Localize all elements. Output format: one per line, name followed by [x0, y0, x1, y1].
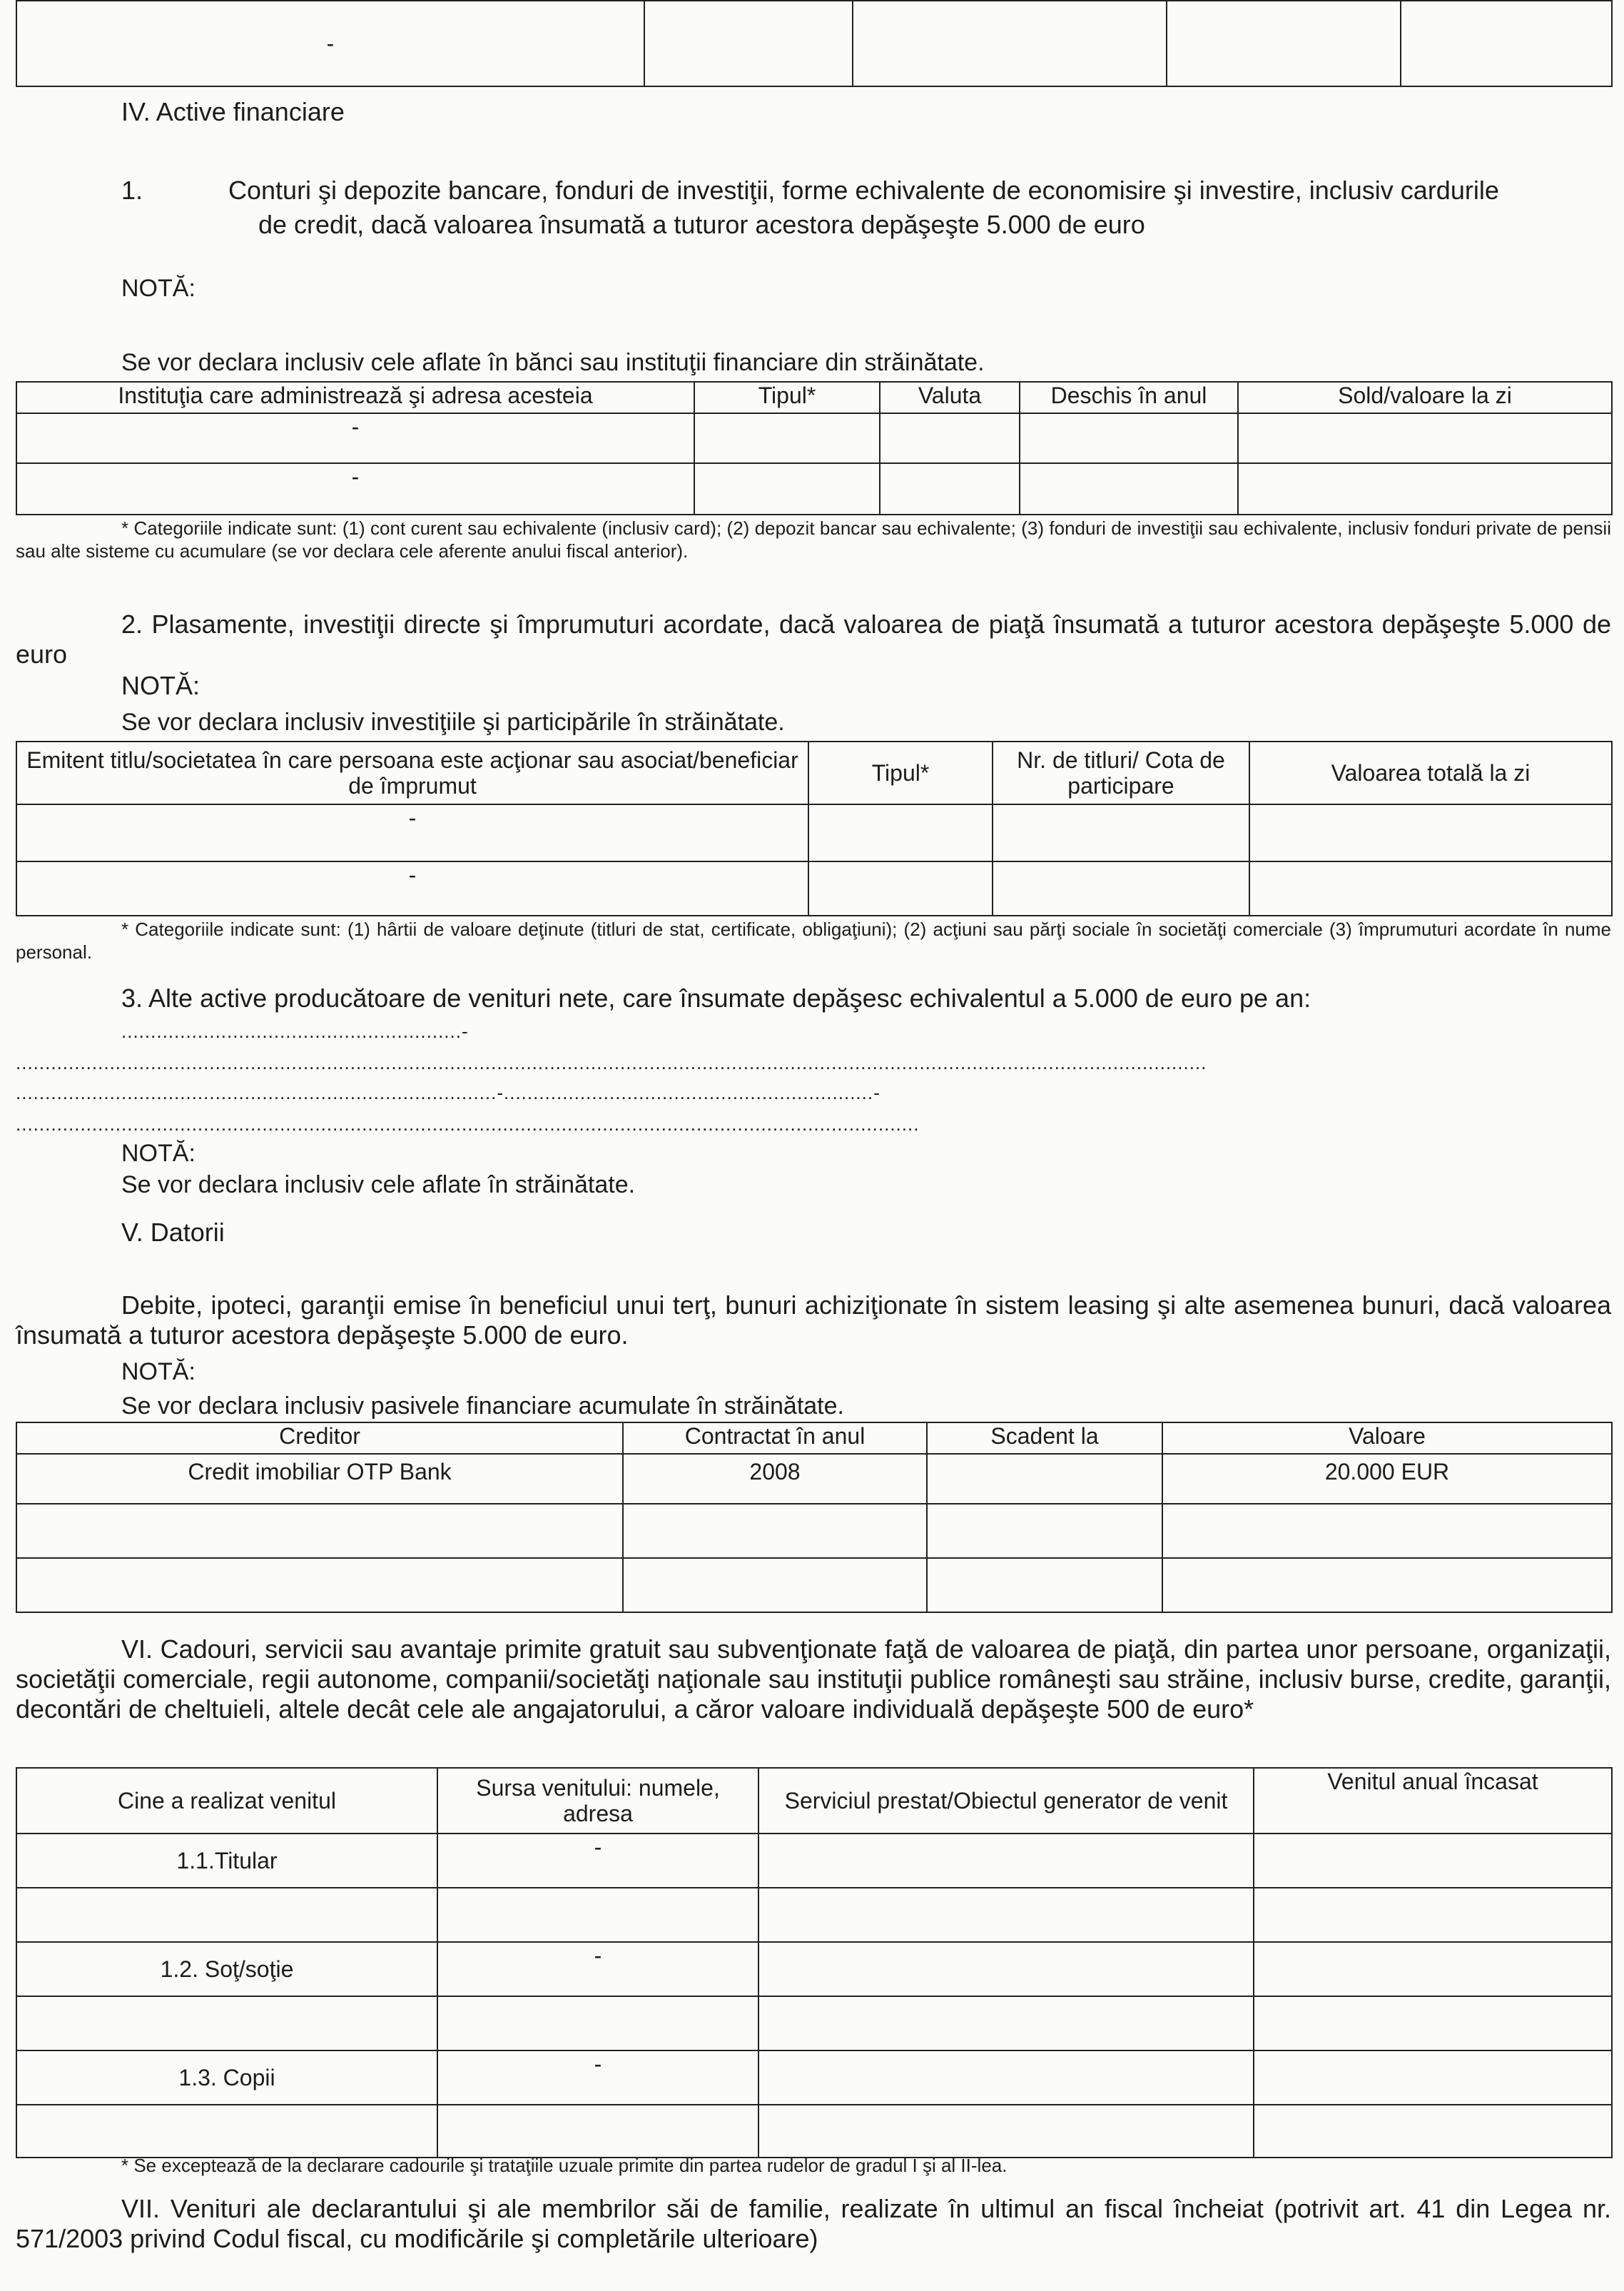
debts-table — [16, 1422, 1613, 1613]
table-cell: - — [437, 2050, 758, 2105]
item-text: Conturi şi depozite bancare, fonduri de investiţii, forme echivalente de economisire şi investire, inclusiv cardurile — [228, 176, 1499, 205]
table-cell: - — [16, 804, 808, 861]
table-cell — [1254, 2105, 1612, 2158]
nota-text: Se vor declara inclusiv cele aflate în bănci sau instituţii financiare din străinătate. — [121, 349, 985, 376]
table-cell — [644, 1, 853, 86]
dotted-line: ..........................................................- — [121, 1021, 469, 1042]
section-text: VI. Cadouri, servicii sau avantaje primite gratuit sau subvenţionate faţă de valoarea de piaţă, din partea unor persoane, organizaţii, societăţii comerciale, regii autonome, companii/societăţi naţionale sau instituţii publice româneşti sau străine, inclusiv burse, credite, garanţii, decontări de cheltuieli, altele decât cele ale angajatorului, a căror valoare individuală depăşeşte 500 de euro* — [16, 1634, 1611, 1724]
table-cell — [623, 1558, 927, 1612]
bank-accounts-table — [16, 381, 1613, 515]
table-cell — [1254, 2050, 1612, 2105]
table-row — [16, 804, 1612, 861]
table-cell: - — [16, 861, 808, 916]
table-cell — [1162, 1504, 1612, 1558]
column-header: Nr. de titluri/ Cota de participare — [993, 742, 1249, 804]
table-cell — [1249, 861, 1612, 916]
column-header: Valoare — [1162, 1422, 1612, 1454]
table-cell — [927, 1558, 1162, 1612]
table-cell — [1254, 1942, 1612, 1996]
table-cell: 2008 — [623, 1454, 927, 1504]
table-cell — [1249, 804, 1612, 861]
footnote: * Se exceptează de la declarare cadourile şi trataţiile uzuale primite din partea rudelor de gradul I şi al II-lea. — [121, 2155, 1008, 2176]
table-row — [16, 1558, 1612, 1612]
column-header: Valuta — [880, 382, 1020, 413]
item-text: 3. Alte active producătoare de venituri nete, care însumate depăşesc echivalentul a 5.000 de euro pe an: — [121, 983, 1311, 1013]
column-header: Valoarea totală la zi — [1249, 742, 1612, 804]
column-header: Creditor — [16, 1422, 623, 1454]
item-text: de credit, dacă valoarea însumată a tuturor acestora depăşeşte 5.000 de euro — [258, 210, 1145, 239]
item-text: 2. Plasamente, investiţii directe şi împrumuturi acordate, dacă valoarea de piaţă însumată a tuturor acestora depăşeşte 5.000 de euro — [16, 610, 1611, 669]
table-cell — [993, 804, 1249, 861]
table-cell: 1.3. Copii — [16, 2050, 437, 2105]
footnote: * Categoriile indicate sunt: (1) cont curent sau echivalente (inclusiv card); (2) depozit bancar sau echivalente; (3) fonduri de investiţii sau echivalente, inclusiv fonduri private de pensii sau alte sisteme cu acumulare (se vor declara cele aferente anului fiscal anterior). — [16, 517, 1611, 562]
nota-text: Se vor declara inclusiv cele aflate în străinătate. — [121, 1171, 636, 1198]
table-cell — [1238, 413, 1612, 463]
section-title: V. Datorii — [121, 1218, 225, 1247]
table-cell — [880, 463, 1020, 515]
investments-table — [16, 741, 1613, 916]
table-row — [16, 1504, 1612, 1558]
column-header: Instituţia care administrează şi adresa acesteia — [16, 382, 694, 413]
table-cell — [1254, 1996, 1612, 2050]
column-header: Deschis în anul — [1020, 382, 1238, 413]
table-cell — [1020, 463, 1238, 515]
table-cell — [16, 1504, 623, 1558]
column-header: Serviciul prestat/Obiectul generator de venit — [758, 1768, 1254, 1834]
table-cell — [437, 1996, 758, 2050]
section-title: IV. Active financiare — [121, 97, 345, 126]
table-cell — [1020, 413, 1238, 463]
column-header: Sold/valoare la zi — [1238, 382, 1612, 413]
table-row — [16, 1888, 1612, 1942]
table-cell — [927, 1504, 1162, 1558]
nota-label: NOTĂ: — [121, 671, 201, 700]
top-table-row — [16, 0, 1613, 87]
table-row — [16, 861, 1612, 916]
table-cell — [1162, 1558, 1612, 1612]
table-cell: 1.1.Titular — [16, 1834, 437, 1888]
dotted-line: .......................................................................................................................................................... — [16, 1113, 920, 1135]
table-cell: - — [437, 1942, 758, 1996]
column-header: Cine a realizat venitul — [16, 1768, 437, 1834]
table-cell — [1238, 463, 1612, 515]
section-text: Debite, ipoteci, garanţii emise în beneficiul unui terţ, bunuri achiziţionate în sistem leasing şi alte asemenea bunuri, dacă valoarea însumată a tuturor acestora depăşeşte 5.000 de euro. — [16, 1290, 1611, 1350]
footnote: * Categoriile indicate sunt: (1) hârtii de valoare deţinute (titluri de stat, certificate, obligaţiuni); (2) acţiuni sau părţi sociale în societăţi comerciale (3) împrumuturi acordate în nume personal. — [16, 919, 1611, 963]
column-header: Contractat în anul — [623, 1422, 927, 1454]
column-header: Scadent la — [927, 1422, 1162, 1454]
table-cell — [1254, 1888, 1612, 1942]
item-number: 1. — [121, 176, 143, 205]
table-row — [16, 1942, 1612, 1996]
section-text: VII. Venituri ale declarantului şi ale membrilor săi de familie, realizate în ultimul an fiscal încheiat (potrivit art. 41 din Legea nr. 571/2003 privind Codul fiscal, cu modificările şi completările ulterioare) — [16, 2194, 1611, 2253]
table-cell: 20.000 EUR — [1162, 1454, 1612, 1504]
table-cell — [880, 413, 1020, 463]
table-cell — [758, 1942, 1254, 1996]
table-cell — [853, 1, 1167, 86]
table-row — [16, 413, 1612, 463]
table-cell — [758, 1888, 1254, 1942]
table-cell — [437, 1888, 758, 1942]
table-cell — [623, 1504, 927, 1558]
table-cell — [16, 1888, 437, 1942]
column-header: Sursa venitului: numele, adresa — [437, 1768, 758, 1834]
column-header: Tipul* — [808, 742, 993, 804]
table-row — [16, 1834, 1612, 1888]
nota-label: NOTĂ: — [121, 275, 196, 302]
table-cell — [437, 2105, 758, 2158]
table-cell — [16, 1996, 437, 2050]
table-cell — [16, 1558, 623, 1612]
nota-label: NOTĂ: — [121, 1140, 196, 1167]
dotted-line: ........................................................................................................................................................................................................... — [16, 1052, 1207, 1073]
table-cell: - — [16, 1, 644, 86]
table-cell: - — [16, 463, 694, 515]
table-row — [16, 463, 1612, 515]
table-row — [16, 1996, 1612, 2050]
table-cell: - — [16, 413, 694, 463]
column-header: Emitent titlu/societatea în care persoana este acţionar sau asociat/beneficiar de împrumut — [16, 742, 808, 804]
table-cell: - — [437, 1834, 758, 1888]
table-row — [16, 2105, 1612, 2158]
table-cell — [694, 413, 880, 463]
nota-label: NOTĂ: — [121, 1358, 196, 1385]
table-cell — [694, 463, 880, 515]
column-header: Venitul anual încasat — [1254, 1768, 1612, 1834]
table-cell: Credit imobiliar OTP Bank — [16, 1454, 623, 1504]
table-cell — [16, 2105, 437, 2158]
table-cell — [758, 2050, 1254, 2105]
table-cell — [758, 1996, 1254, 2050]
table-cell — [808, 861, 993, 916]
table-cell — [1254, 1834, 1612, 1888]
table-cell — [1401, 1, 1612, 86]
dotted-line: ..................................................................................-...............................................................- — [16, 1082, 880, 1103]
table-cell — [808, 804, 993, 861]
table-cell — [927, 1454, 1162, 1504]
table-cell — [758, 1834, 1254, 1888]
nota-text: Se vor declara inclusiv investiţiile şi participările în străinătate. — [121, 709, 785, 736]
table-row — [16, 2050, 1612, 2105]
table-cell — [758, 2105, 1254, 2158]
table-cell: 1.2. Soţ/soţie — [16, 1942, 437, 1996]
nota-text: Se vor declara inclusiv pasivele financiare acumulate în străinătate. — [121, 1392, 844, 1420]
table-cell — [1167, 1, 1401, 86]
table-row — [16, 1454, 1612, 1504]
table-cell — [993, 861, 1249, 916]
column-header: Tipul* — [694, 382, 880, 413]
gifts-table — [16, 1767, 1613, 2158]
